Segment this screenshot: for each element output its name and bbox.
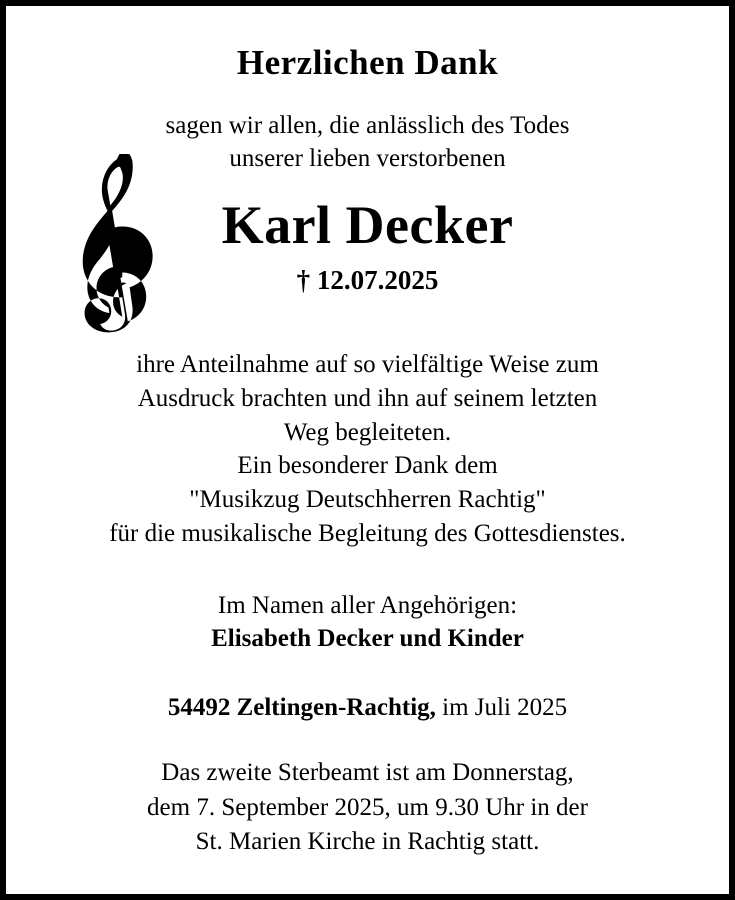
deceased-name: Karl Decker [221,194,514,255]
body-text [40,348,695,551]
lead-line: sagen wir allen, die anlässlich des Todes [165,111,570,139]
place-name: 54492 Zeltingen-Rachtig, [167,694,436,722]
service-info-line: dem 7. September 2025, um 9.30 Uhr in der [147,793,588,821]
place-date: im Juli 2025 [435,694,568,722]
death-date: † 12.07.2025 [296,265,439,296]
body-line: für die musikalische Begleitung des Gottesdienstes. [109,519,626,547]
family-block [40,589,695,657]
body-line: ihre Anteilnahme auf so vielfältige Weise zum [136,351,599,379]
family-names: Elisabeth Decker und Kinder [211,625,524,653]
service-info [40,756,695,860]
body-line: Weg begleiteten. [283,418,452,446]
notice-inner [40,44,695,886]
lead-text [40,109,695,175]
body-line: "Musikzug Deutschherren Rachtig" [189,486,546,514]
page-title: Herzlichen Dank [236,43,499,82]
family-intro: Im Namen aller Angehörigen: [217,591,518,619]
service-info-line: St. Marien Kirche in Rachtig statt. [195,828,540,856]
treble-clef-icon [68,154,160,369]
body-line: Ausdruck brachten und ihn auf seinem letzten [137,384,598,412]
lead-line: unserer lieben verstorbenen [229,144,506,172]
place-line [40,694,695,722]
body-line: Ein besonderer Dank dem [237,452,498,480]
service-info-line: Das zweite Sterbeamt ist am Donnerstag, [161,759,574,787]
